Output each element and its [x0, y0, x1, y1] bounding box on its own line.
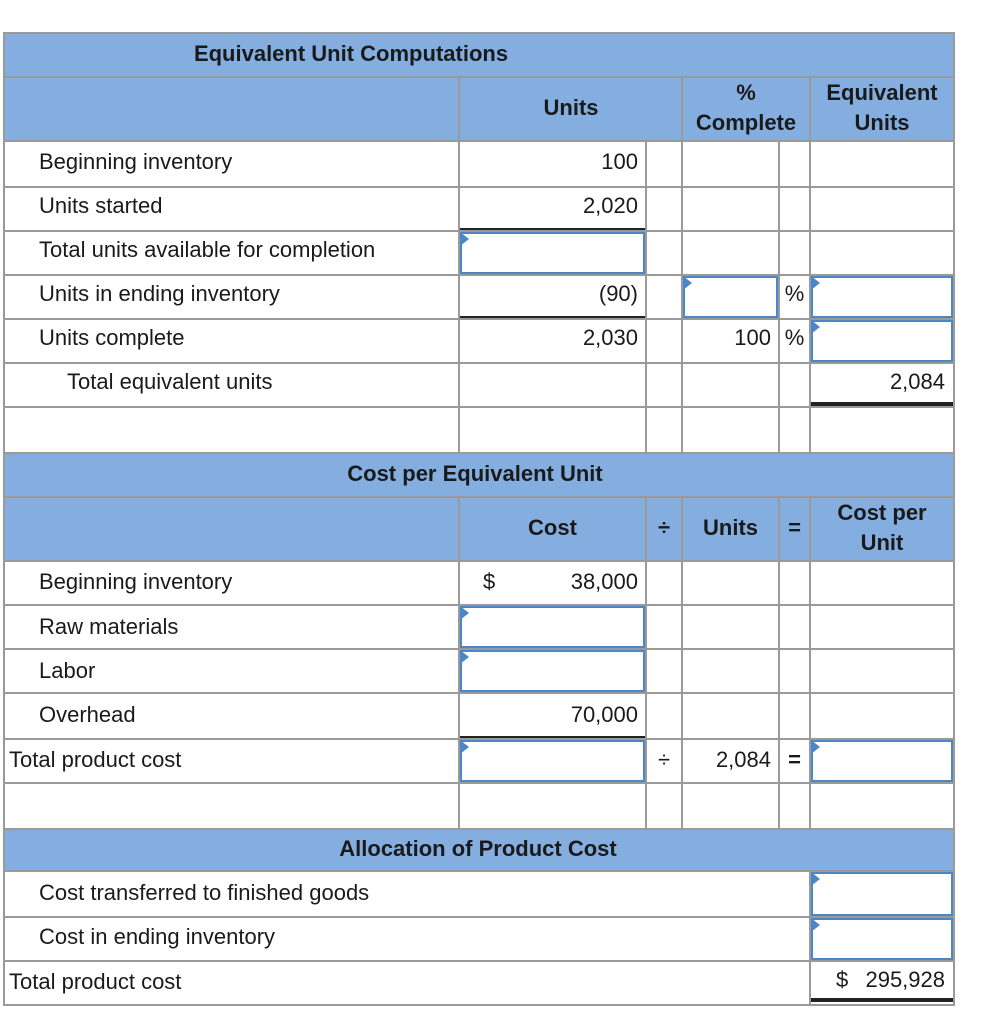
cost-row-label-total-product-cost: Total product cost [9, 747, 182, 772]
grid-line [953, 32, 955, 1006]
ending-inventory-pct-input[interactable] [683, 276, 778, 318]
alloc-total-value: 295,928 [865, 967, 945, 992]
equiv-col-pct-header-line1: % [736, 80, 756, 105]
grid-line [3, 828, 955, 830]
equiv-row-label-ending-inventory: Units in ending inventory [39, 281, 280, 306]
total-product-cost-input[interactable] [460, 740, 645, 782]
grid-line [3, 1004, 955, 1006]
equiv-row-units-units-started: 2,020 [582, 193, 638, 218]
underline [460, 228, 645, 230]
equiv-row-units-ending-inventory: (90) [598, 281, 638, 306]
total-cost-units-value: 2,084 [715, 747, 771, 772]
raw-materials-cost-input[interactable] [460, 606, 645, 648]
ending-inventory-equivalent-input[interactable] [811, 276, 953, 318]
grid-line [3, 406, 955, 408]
grid-line [681, 496, 683, 828]
cost-section-title: Cost per Equivalent Unit [347, 461, 603, 486]
alloc-total-currency: $ [836, 967, 849, 992]
grid-line [3, 32, 955, 34]
double-underline [811, 998, 953, 1002]
alloc-row-label-finished-goods: Cost transferred to finished goods [39, 880, 370, 905]
equiv-row-units-units-complete: 2,030 [582, 325, 638, 350]
alloc-row-label-ending-inventory: Cost in ending inventory [39, 924, 276, 949]
grid-line [3, 960, 955, 962]
grid-line [778, 496, 780, 828]
equiv-row-label-total-equivalent: Total equivalent units [67, 369, 273, 394]
equiv-row-label-units-started: Units started [39, 193, 163, 218]
equiv-row-label-total-available: Total units available for completion [39, 237, 376, 262]
alloc-section-title: Allocation of Product Cost [339, 836, 617, 861]
equiv-row-label-units-complete: Units complete [39, 325, 185, 350]
cost-col-units-header: Units [703, 515, 758, 540]
labor-cost-input[interactable] [460, 650, 645, 692]
grid-line [3, 496, 955, 498]
double-underline [811, 402, 953, 406]
total-cost-eq-sign: = [788, 747, 801, 772]
grid-line [3, 782, 955, 784]
units-complete-pct-value: 100 [734, 325, 771, 350]
grid-line [3, 140, 955, 142]
equiv-col-pct-header-line2: Complete [695, 110, 797, 135]
grid-line [3, 362, 955, 364]
underline [460, 736, 645, 738]
cost-row-label-raw-materials: Raw materials [39, 614, 179, 639]
underline [460, 316, 645, 318]
ending-inventory-pct-sign: % [784, 281, 805, 306]
cost-col-div-sign: ÷ [657, 515, 671, 540]
cost-col-cpu-header-line2: Unit [860, 530, 904, 555]
grid-line [645, 496, 647, 828]
cost-col-cpu-header-line1: Cost per [837, 500, 927, 525]
cost-overhead-value: 70,000 [570, 702, 638, 727]
cost-col-cost-header: Cost [528, 515, 577, 540]
grid-line [3, 692, 955, 694]
grid-line [3, 560, 955, 562]
cost-col-eq-sign: = [788, 515, 801, 540]
total-cost-div-sign: ÷ [657, 747, 671, 772]
equiv-col-units-header: Units [543, 95, 599, 120]
cost-row-label-beginning-inventory: Beginning inventory [39, 569, 233, 594]
total-equivalent-units-value: 2,084 [889, 369, 945, 394]
cost-beginning-inventory-currency: $ [483, 569, 496, 594]
grid-line [645, 140, 647, 452]
units-complete-pct-sign: % [784, 325, 805, 350]
units-complete-equivalent-input[interactable] [811, 320, 953, 362]
equiv-row-label-beginning-inventory: Beginning inventory [39, 149, 233, 174]
cost-row-label-overhead: Overhead [39, 702, 136, 727]
cost-transferred-input[interactable] [811, 872, 953, 916]
equiv-row-units-beginning-inventory: 100 [601, 149, 638, 174]
equiv-section-title: Equivalent Unit Computations [193, 41, 509, 66]
equiv-col-eq-header-line2: Units [854, 110, 910, 135]
alloc-row-label-total-product-cost: Total product cost [9, 969, 182, 994]
cost-beginning-inventory-value: 38,000 [570, 569, 638, 594]
grid-line [3, 76, 955, 78]
cost-per-unit-input[interactable] [811, 740, 953, 782]
cost-row-label-labor: Labor [39, 658, 96, 683]
total-units-available-input[interactable] [460, 232, 645, 274]
grid-line [3, 186, 955, 188]
grid-line [3, 452, 955, 454]
equiv-col-eq-header-line1: Equivalent [826, 80, 938, 105]
cost-ending-inventory-input[interactable] [811, 918, 953, 960]
